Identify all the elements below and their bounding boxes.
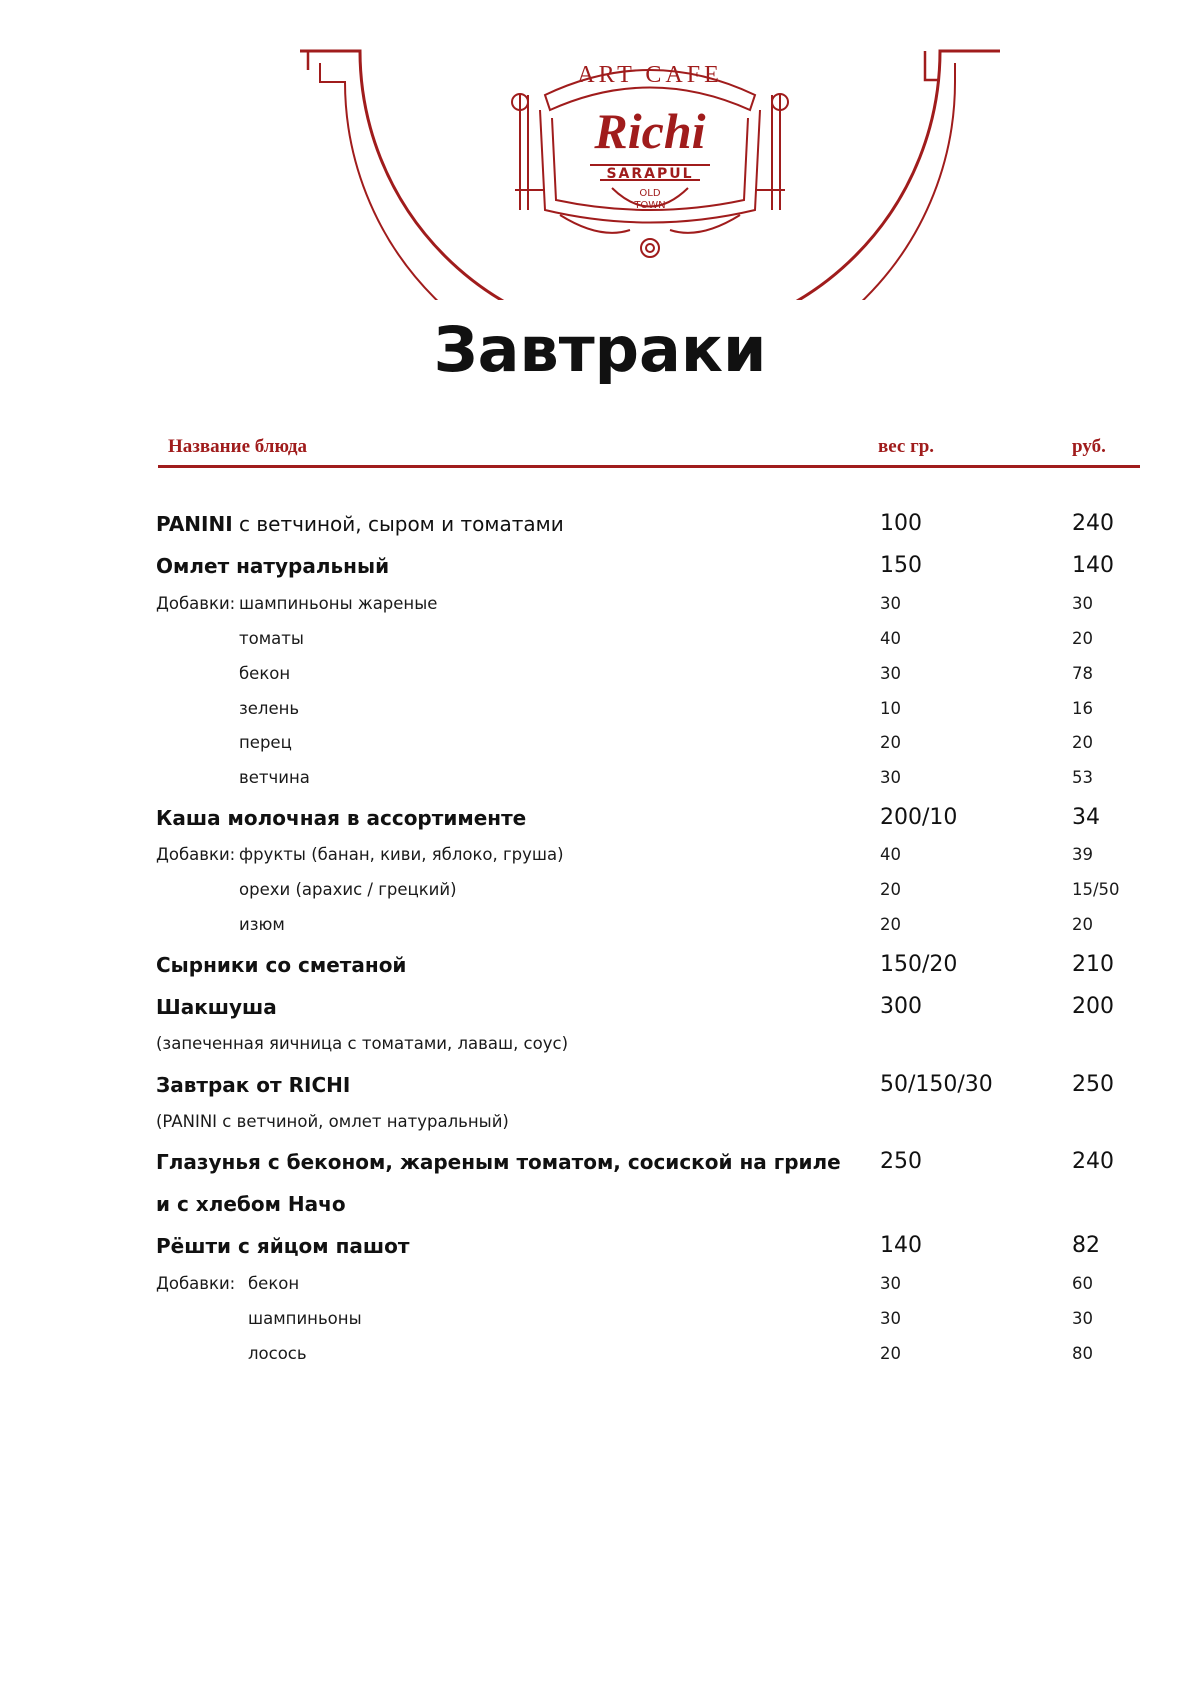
addon-weight: 20 (880, 915, 901, 934)
addon-weight: 30 (880, 768, 901, 787)
dish-weight: 150/20 (880, 952, 958, 977)
addon-name: томаты (239, 629, 304, 648)
dish-name-bold: Сырники со сметаной (156, 953, 407, 977)
dish-name-bold: Глазунья с беконом, жареным томатом, сосиской на гриле (156, 1150, 841, 1174)
dish-name (156, 1232, 409, 1260)
dish-name-bold: Рёшти с яйцом пашот (156, 1234, 410, 1258)
dish-name (156, 993, 277, 1021)
addon-weight: 30 (880, 594, 901, 613)
logo-brand-text: Richi (594, 103, 706, 159)
addon-weight: 30 (880, 664, 901, 683)
dish-name-bold: Шакшуша (156, 995, 277, 1019)
addon-weight: 30 (880, 1309, 901, 1328)
addon-weight: 30 (880, 1274, 901, 1293)
addon-name: шампиньоны жареные (239, 594, 438, 613)
dish-name (156, 510, 564, 538)
addon-weight: 10 (880, 699, 901, 718)
dish-weight: 200/10 (880, 805, 958, 830)
addon-price: 30 (1072, 594, 1093, 613)
dish-weight: 300 (880, 994, 922, 1019)
dish-price: 34 (1072, 805, 1100, 830)
addon-name: зелень (239, 699, 300, 718)
dish-price: 82 (1072, 1233, 1100, 1258)
addon-name: изюм (239, 915, 285, 934)
dish-price: 210 (1072, 952, 1114, 977)
addon-name: бекон (239, 664, 291, 683)
dish-description: (PANINI с ветчиной, омлет натуральный) (156, 1112, 509, 1131)
logo-top-text: ART CAFE (577, 62, 723, 88)
dish-name-bold: Каша молочная в ассортименте (156, 806, 527, 830)
addon-weight: 20 (880, 1344, 901, 1363)
dish-weight: 100 (880, 511, 922, 536)
dish-price: 240 (1072, 1149, 1114, 1174)
header-divider (158, 465, 1140, 468)
addon-price: 16 (1072, 699, 1093, 718)
dish-name (156, 951, 406, 979)
addon-price: 80 (1072, 1344, 1093, 1363)
addon-price: 30 (1072, 1309, 1093, 1328)
addon-name: лосось (248, 1344, 307, 1363)
dish-name (156, 1148, 841, 1176)
addon-price: 78 (1072, 664, 1093, 683)
addon-name: бекон (248, 1274, 300, 1293)
addon-name: шампиньоны (248, 1309, 362, 1328)
page-title: Завтраки (433, 313, 767, 386)
dish-description: (запеченная яичница с томатами, лаваш, соус) (156, 1034, 569, 1053)
addon-name: ветчина (239, 768, 310, 787)
dish-name (156, 1071, 350, 1099)
addon-price: 60 (1072, 1274, 1093, 1293)
dish-name (156, 552, 389, 580)
dish-name-bold: PANINI (156, 512, 233, 536)
addon-weight: 20 (880, 733, 901, 752)
addon-price: 20 (1072, 915, 1093, 934)
dish-price: 140 (1072, 553, 1114, 578)
column-header-price: руб. (1072, 436, 1106, 457)
dish-name-bold: Завтрак от RICHI (156, 1073, 351, 1097)
addon-weight: 20 (880, 880, 901, 899)
addon-price: 53 (1072, 768, 1093, 787)
dish-weight: 150 (880, 553, 922, 578)
addon-price: 20 (1072, 629, 1093, 648)
addon-price: 20 (1072, 733, 1093, 752)
dish-name-rest: с ветчиной, сыром и томатами (232, 512, 564, 536)
dish-weight: 140 (880, 1233, 922, 1258)
addon-weight: 40 (880, 845, 901, 864)
dish-name (156, 1190, 346, 1218)
addon-price: 39 (1072, 845, 1093, 864)
addon-name: перец (239, 733, 292, 752)
addon-prefix: Добавки: (156, 594, 236, 613)
logo-badge-line1: OLD (639, 188, 661, 199)
column-header-name: Название блюда (168, 436, 307, 457)
dish-weight: 50/150/30 (880, 1072, 993, 1097)
dish-price: 240 (1072, 511, 1114, 536)
addon-weight: 40 (880, 629, 901, 648)
dish-name (156, 804, 526, 832)
logo-city-text: SARAPUL (606, 166, 694, 182)
dish-name-bold: и с хлебом Начо (156, 1192, 346, 1216)
column-header-weight: вес гр. (878, 436, 935, 457)
dish-price: 250 (1072, 1072, 1114, 1097)
addon-prefix: Добавки: (156, 1274, 236, 1293)
dish-weight: 250 (880, 1149, 922, 1174)
logo-badge-line2: TOWN (634, 200, 666, 211)
addon-price: 15/50 (1072, 880, 1120, 899)
addon-name: орехи (арахис / грецкий) (239, 880, 457, 899)
dish-price: 200 (1072, 994, 1114, 1019)
addon-name: фрукты (банан, киви, яблоко, груша) (239, 845, 564, 864)
art-cafe-richi-logo (0, 0, 1200, 300)
dish-name-bold: Омлет натуральный (156, 554, 390, 578)
addon-prefix: Добавки: (156, 845, 236, 864)
